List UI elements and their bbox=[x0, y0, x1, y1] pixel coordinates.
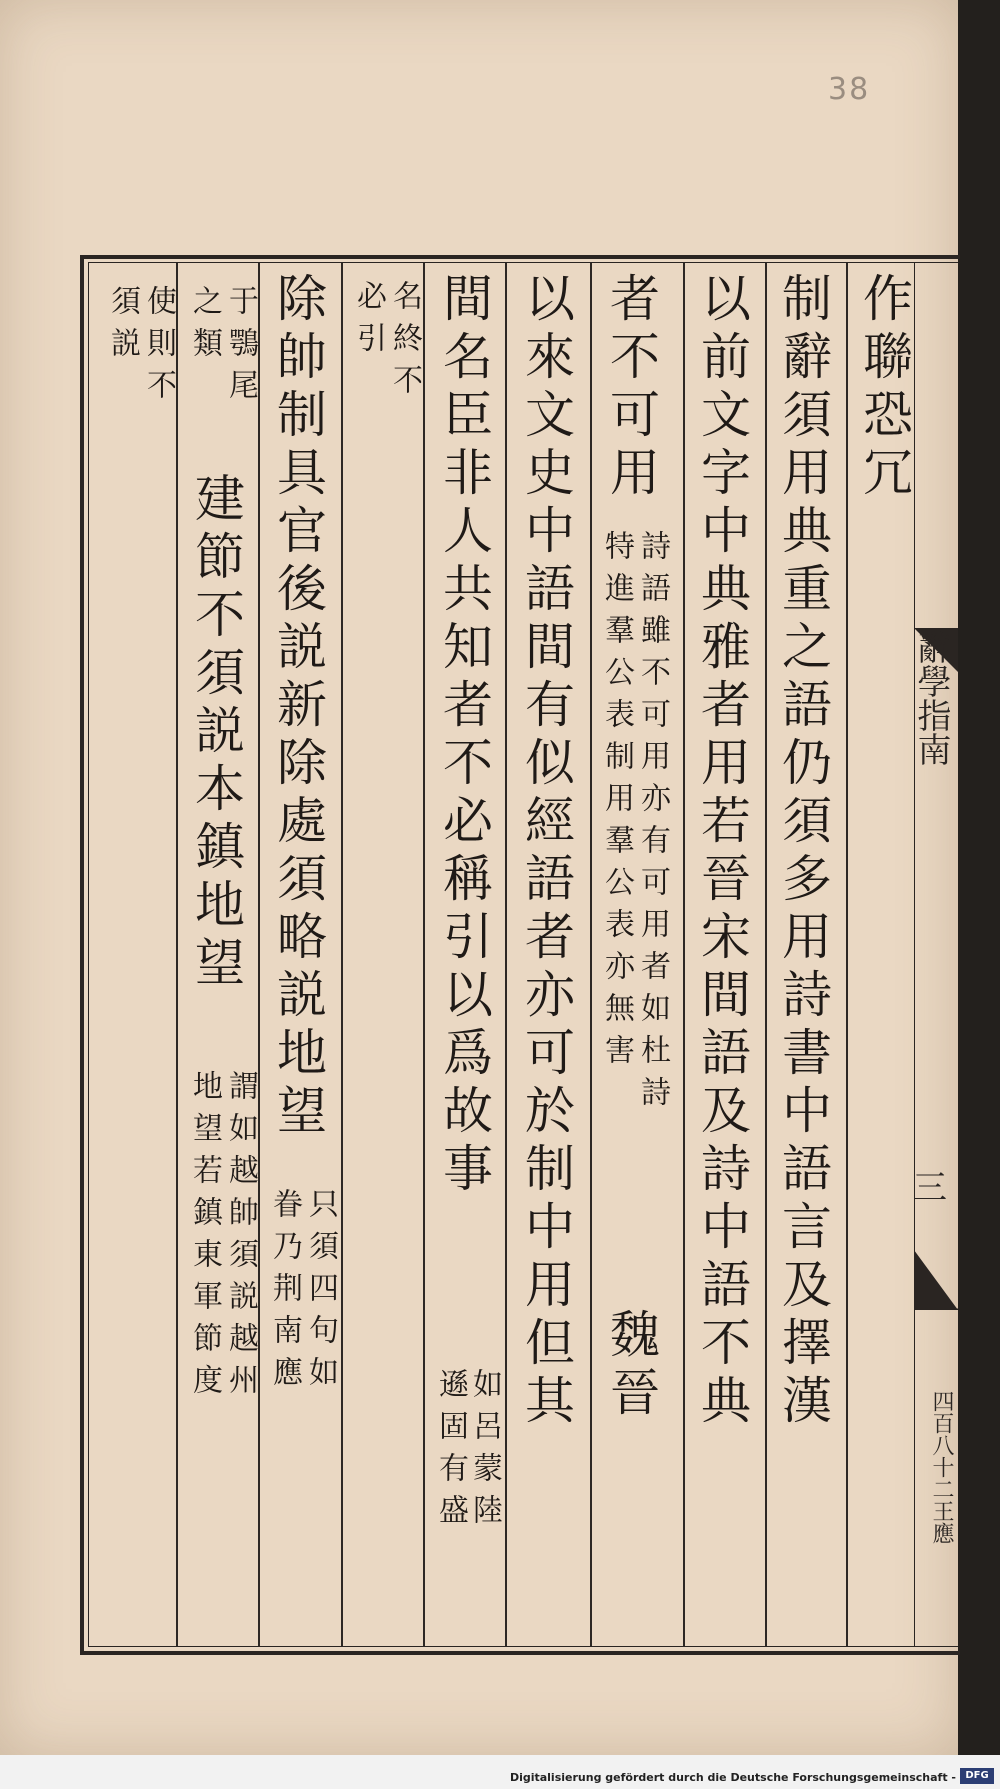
fish-tail-mark-bottom bbox=[914, 1250, 958, 1310]
folio-number: 38 bbox=[828, 72, 871, 107]
column-rule bbox=[341, 263, 343, 1646]
margin-book-title: 辭學指南 bbox=[911, 630, 951, 766]
text-column-9-main: 建節不須説本鎮地望 bbox=[187, 472, 245, 994]
text-column-2: 制辭須用典重之語仍須多用詩書中語言及擇漢 bbox=[774, 272, 832, 1432]
funding-credit: Digitalisierung gefördert durch die Deutsche Forschungsgemeinschaft - bbox=[509, 1771, 956, 1784]
text-column-10-note-left: 須説 bbox=[105, 285, 140, 369]
page-edge-shadow bbox=[958, 0, 1000, 1755]
text-column-4-main-end: 魏晉 bbox=[602, 1308, 660, 1424]
text-column-8-note-left: 眷乃荆南應 bbox=[267, 1188, 302, 1398]
text-column-4-note-left: 特進羣公表制用羣公表亦無害 bbox=[599, 530, 634, 1076]
dfg-logo: DFG bbox=[960, 1768, 994, 1784]
margin-volume-mark: 三 bbox=[913, 1168, 947, 1208]
text-column-6-main: 間名臣非人共知者不必稱引以爲故事 bbox=[435, 272, 493, 1200]
text-column-3: 以前文字中典雅者用若晉宋間語及詩中語不典 bbox=[693, 272, 751, 1432]
text-column-5: 以來文史中語間有似經語者亦可於制中用但其 bbox=[517, 272, 575, 1432]
margin-folio-footer: 四百八十二王應 bbox=[929, 1390, 954, 1544]
text-column-6-note-left: 遜固有盛 bbox=[433, 1368, 468, 1536]
column-rule bbox=[683, 263, 685, 1646]
text-column-7-note-left: 必引 bbox=[351, 280, 386, 364]
text-column-9-note-right: 于鶚尾 bbox=[223, 285, 258, 411]
text-column-4-main: 者不可用 bbox=[602, 272, 660, 504]
text-column-4-note-right: 詩語雖不可用亦有可用者如杜詩 bbox=[635, 530, 670, 1118]
text-column-10-note-right: 使則不 bbox=[141, 285, 176, 411]
text-column-9-note2-right: 謂如越帥須説越州 bbox=[223, 1070, 258, 1406]
text-column-9-note2-left: 地望若鎮東軍節度 bbox=[187, 1070, 222, 1406]
column-rule bbox=[258, 263, 260, 1646]
column-rule bbox=[590, 263, 592, 1646]
text-column-8-main: 除帥制具官後説新除處須略説地望 bbox=[269, 272, 327, 1142]
text-column-7-note-right: 名終不 bbox=[387, 280, 422, 406]
text-column-8-note-right: 只須四句如 bbox=[303, 1188, 338, 1398]
text-column-6-note-right: 如呂蒙陸 bbox=[467, 1368, 502, 1536]
column-rule bbox=[176, 263, 178, 1646]
text-column-9-note-left: 之類 bbox=[187, 285, 222, 369]
text-column-1: 作聯恐冗 bbox=[855, 272, 913, 504]
column-rule bbox=[423, 263, 425, 1646]
